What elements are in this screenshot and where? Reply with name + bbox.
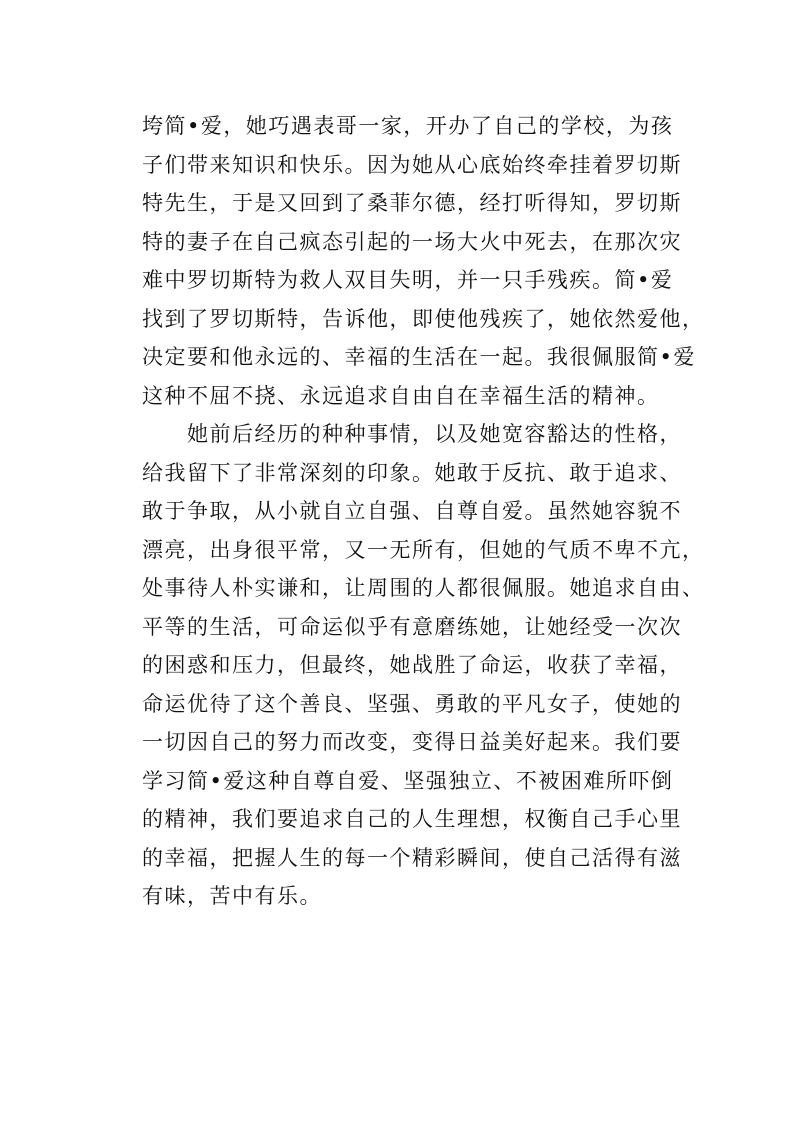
text-line: 这种不屈不挠、永远追求自由自在幸福生活的精神。 [142,383,660,408]
text-line: 命运优待了这个善良、坚强、勇敢的平凡女子，使她的 [142,691,682,716]
text-line: 决定要和他永远的、幸福的生活在一起。我很佩服简•爱 [142,345,696,369]
text-line: 垮简•爱，她巧遇表哥一家，开办了自己的学校，为孩 [142,114,674,138]
text-line: 平等的生活，可命运似乎有意磨练她，让她经受一次次 [142,614,682,639]
text-line: 特的妻子在自己疯态引起的一场大火中死去，在那次灾 [142,229,682,254]
text-line: 漂亮，出身很平常，又一无所有，但她的气质不卑不亢， [142,537,705,562]
text-line: 子们带来知识和快乐。因为她从心底始终牵挂着罗切斯 [142,152,682,177]
text-line: 给我留下了非常深刻的印象。她敢于反抗、敢于追求、 [142,460,682,485]
text-line: 特先生，于是又回到了桑菲尔德，经打听得知，罗切斯 [142,191,682,215]
text-line: 难中罗切斯特为救人双目失明，并一只手残疾。简•爱 [142,268,674,292]
text-line: 找到了罗切斯特，告诉他，即使他残疾了，她依然爱他， [142,306,705,331]
text-line: 敢于争取，从小就自立自强、自尊自爱。虽然她容貌不 [142,499,682,523]
text-line: 的困惑和压力，但最终，她战胜了命运，收获了幸福， [142,653,682,677]
paragraph-start-line: 她前后经历的种种事情，以及她宽容豁达的性格， [142,422,682,446]
text-line: 学习简•爱这种自尊自爱、坚强独立、不被困难所吓倒 [142,768,674,793]
text-line: 的精神，我们要追求自己的人生理想，权衡自己手心里 [142,807,682,831]
text-line: 一切因自己的努力而改变，变得日益美好起来。我们要 [142,730,682,754]
body-text [142,107,705,916]
text-line: 的幸福，把握人生的每一个精彩瞬间，使自己活得有滋 [142,845,682,870]
text-line: 有味，苦中有乐。 [142,884,322,908]
text-line: 处事待人朴实谦和，让周围的人都很佩服。她追求自由、 [142,576,705,600]
